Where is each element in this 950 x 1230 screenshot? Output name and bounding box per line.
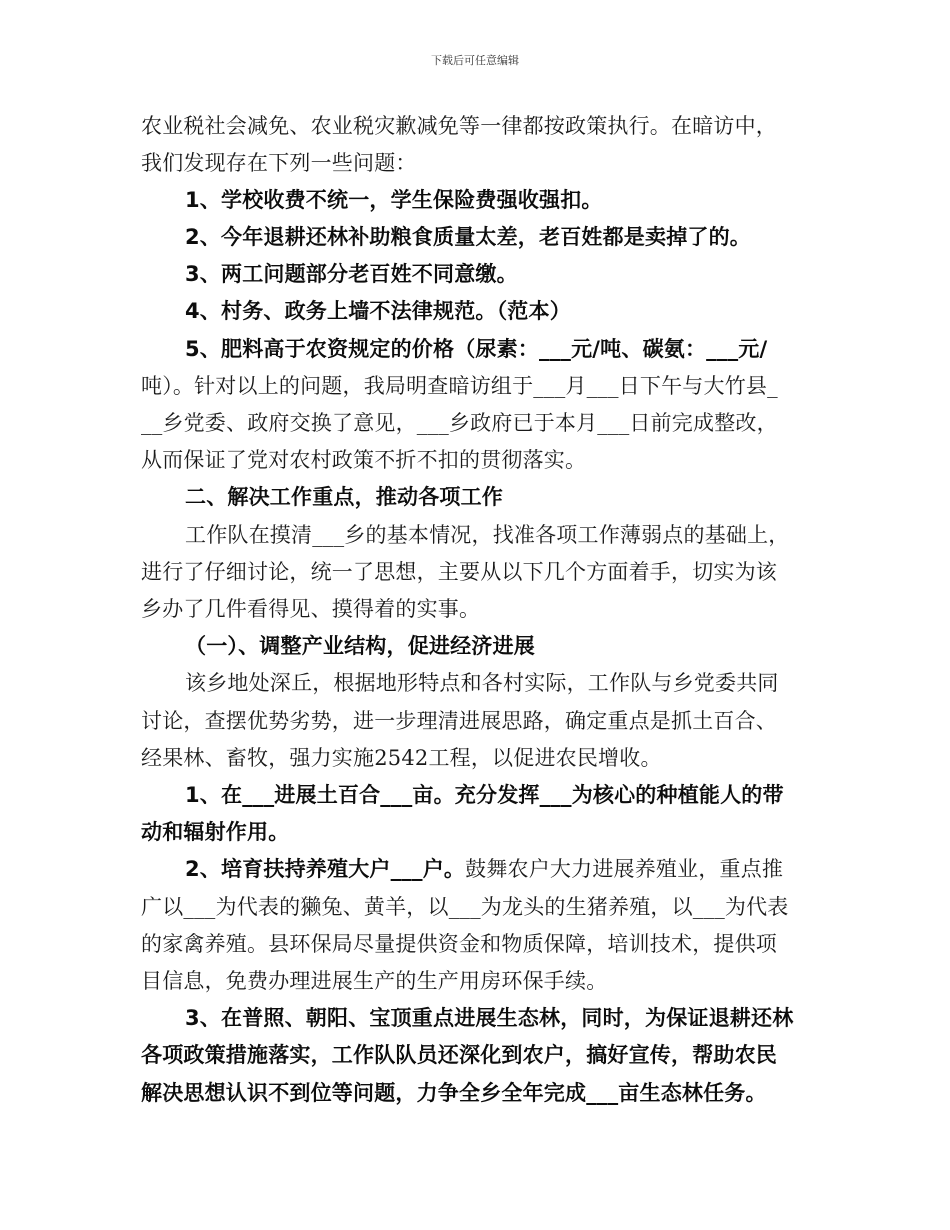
list-item: [185, 851, 783, 887]
list-item: 动和辐射作用。: [141, 820, 290, 844]
list-item: 1、学校收费不统一，学生保险费强收强扣。: [185, 188, 603, 212]
paragraph-line: 农业税社会减免、农业税灾歉减免等一律都按政策执行。在暗访中，: [141, 114, 777, 138]
list-item: 1、在___进展土百合___亩。充分发挥___为核心的种植能人的带: [185, 783, 784, 807]
list-item-tail: 鼓舞农户大力进展养殖业，重点推: [465, 857, 784, 881]
list-item: 3、在普照、朝阳、宝顶重点进展生态林，同时，为保证退耕还林: [185, 1006, 794, 1030]
list-item: 解决思想认识不到位等问题，力争全乡全年完成___亩生态林任务。: [141, 1081, 767, 1105]
page-header: 下载后可任意编辑: [431, 54, 519, 67]
paragraph-line: 从而保证了党对农村政策不折不扣的贯彻落实。: [141, 448, 587, 472]
list-item: 4、村务、政务上墙不法律规范。（范本）: [185, 299, 571, 323]
paragraph-line: 经果林、畜牧，强力实施2542工程，以促进农民增收。: [141, 746, 662, 770]
list-item: 3、两工问题部分老百姓不同意缴。: [185, 262, 518, 286]
paragraph-line: 该乡地处深丘，根据地形特点和各村实际，工作队与乡党委共同: [185, 671, 779, 695]
paragraph-line: 讨论，查摆优势劣势，进一步理清进展思路，确定重点是抓土百合、: [141, 709, 777, 733]
list-item: 各项政策措施落实，工作队队员还深化到农户，搞好宣传，帮助农民: [141, 1043, 777, 1067]
paragraph-line: 工作队在摸清___乡的基本情况，找准各项工作薄弱点的基础上，: [185, 523, 790, 547]
list-item: 2、今年退耕还林补助粮食质量太差，老百姓都是卖掉了的。: [185, 225, 752, 249]
list-item: 5、肥料高于农资规定的价格（尿素：___元/吨、碳氨：___元/: [185, 337, 768, 361]
paragraph-line: 乡办了几件看得见、摸得着的实事。: [141, 597, 481, 621]
paragraph-line: 的家禽养殖。县环保局尽量提供资金和物质保障，培训技术，提供项: [141, 932, 777, 956]
paragraph-line: __乡党委、政府交换了意见，___乡政府已于本月___日前完成整改，: [141, 411, 778, 435]
section-heading: 二、解决工作重点，推动各项工作: [185, 485, 503, 509]
paragraph-line: 目信息，免费办理进展生产的生产用房环保手续。: [141, 969, 608, 993]
paragraph-line: 我们发现存在下列一些问题：: [141, 151, 417, 175]
paragraph-line: 广以___为代表的獭兔、黄羊，以___为龙头的生猪养殖，以___为代表: [141, 895, 789, 919]
paragraph-line: 进行了仔细讨论，统一了思想，主要从以下几个方面着手，切实为该: [141, 560, 777, 584]
list-item-lead: 2、培育扶持养殖大户___户。: [185, 857, 466, 881]
paragraph-line: 吨）。针对以上的问题，我局明查暗访组于___月___日下午与大竹县_: [141, 374, 778, 398]
subsection-heading: （一）、调整产业结构，促进经济进展: [185, 634, 535, 658]
